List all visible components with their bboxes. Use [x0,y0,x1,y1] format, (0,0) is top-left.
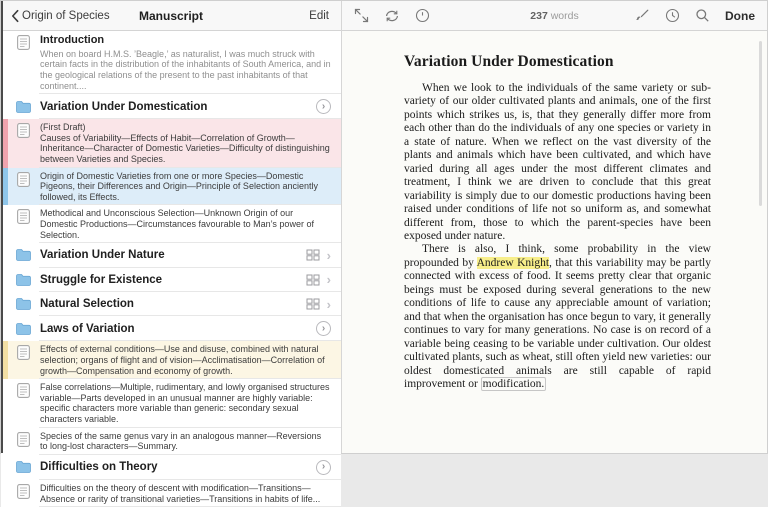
row-synopsis: Difficulties on the theory of descent with modification—Transitions—Absence or rarity of transitional varieties—Transitions in habits of life... [40,482,321,504]
row-title: Difficulties on Theory [40,461,158,474]
binder-row-methodical-selection[interactable] [1,205,341,243]
back-button-label: Origin of Species [22,9,110,22]
row-synopsis: False correlations—Multiple, rudimentary, and lowly organised structures variable—Parts developed in an unusual manner are highly variable: specific characters more variable than generic: secondary sexual characters variable. [40,382,330,425]
row-title: Variation Under Domestication [40,100,208,113]
folder-icon [15,298,31,310]
binder-row-introduction[interactable] [1,31,341,94]
binder-sidebar [1,1,342,504]
document-icon [15,483,31,504]
row-subtitle: (First Draft) [40,122,86,133]
document-paragraph-1: When we look to the individuals of the same variety or sub-variety of our older cultivated plants and animals, one of the first points which strikes us, is, that they generally differ more from each other than do the individuals of any one species or variety in a state of nature. When we reflect on the vast diversity of the plants and animals which have been cultivated, and which have varied during all ages under the most different climates and treatment, I think we are driven to conclude that this great variability is simply due to our domestic productions having been raised under conditions of life not so uniform as, and somewhat different from, those to which the parent-species have been exposed under nature. [404,82,711,242]
row-title: Laws of Variation [40,322,135,335]
row-title: Variation Under Nature [40,249,165,262]
chevron-right-icon[interactable]: › [326,247,331,263]
row-synopsis: Species of the same genus vary in an analogous manner—Reversions to long-lost characters—Summary. [40,430,322,452]
binder-row-variation-under-nature[interactable] [1,243,341,267]
document-title: Variation Under Domestication [404,53,614,70]
paragraph-2-text: , that this variability may be partly connected with excess of food. It seems pretty clear that organic beings must be exposed during several generations to the new conditions of life to cause any appreciable amount of variation; and that when the organisation has once begun to vary, it generally continues to vary for many generations. No case is on record of a variable being ceasing to be variable under cultivation. Our oldest cultivated plants, such as wheat, still often yield new varieties: our oldest domesticated animals are still capable of rapid improvement or [404,256,711,390]
binder-list [1,31,341,507]
row-synopsis: Methodical and Unconscious Selection—Unknown Origin of our Domestic Productions—Circumstances favourable to Man’s power of Selection. [40,208,314,240]
binder-row-false-correlations[interactable] [1,379,341,427]
document-icon [15,344,31,376]
binder-row-difficulties-descent[interactable] [1,480,341,507]
paragraph-2-text: There is also, I think, some probability in the view propounded by [404,243,711,269]
folder-icon [15,461,31,473]
editor-scrollbar[interactable] [759,41,762,206]
document-icon [15,208,31,240]
chevron-right-icon[interactable]: › [326,296,331,312]
document-icon [15,34,31,91]
chevron-circle-icon[interactable]: › [316,321,331,336]
document-paragraph-2 [404,243,711,391]
done-button[interactable]: Done [725,8,755,23]
row-title: Struggle for Existence [40,273,163,286]
binder-row-struggle-for-existence[interactable] [1,268,341,292]
word-count [462,10,647,22]
annotated-text: modification. [482,377,545,390]
binder-row-effects-external-conditions[interactable] [1,341,341,379]
edit-button[interactable]: Edit [309,9,329,22]
binder-row-natural-selection[interactable] [1,292,341,316]
row-synopsis: Origin of Domestic Varieties from one or more Species—Domestic Pigeons, their Differences and Origin—Principle of Selection anciently followed, its Effects. [40,170,318,202]
binder-row-first-draft[interactable] [1,119,341,167]
document-icon [15,431,31,452]
folder-icon [15,323,31,335]
row-title: Introduction [40,34,105,46]
row-title: Natural Selection [40,298,134,311]
document-icon [15,122,31,164]
folder-icon [15,101,31,113]
binder-header [1,1,341,31]
binder-row-variation-under-domestication[interactable] [1,94,341,119]
binder-row-difficulties-on-theory[interactable] [1,455,341,480]
sync-button[interactable] [384,9,400,23]
chevron-right-icon[interactable]: › [326,272,331,288]
chevron-left-icon [11,9,19,23]
binder-title: Manuscript [138,8,203,23]
word-count-value: 237 [530,9,548,22]
timer-icon [415,8,430,23]
search-icon [695,8,710,23]
folder-icon [15,274,31,286]
document-editor[interactable] [342,31,767,453]
document-icon [15,171,31,203]
highlighted-text: Andrew Knight [476,256,550,269]
history-button[interactable] [665,8,680,23]
chevron-circle-icon[interactable]: › [316,99,331,114]
row-synopsis: Causes of Variability—Effects of Habit—Correlation of Growth—Inheritance—Character of Domestic Varieties—Difficulty of distinguishing between Varieties and Species. [40,132,330,165]
clock-icon [665,8,680,23]
corkboard-grid-icon[interactable] [306,298,320,310]
binder-row-origin-domestic-varieties[interactable] [1,168,341,206]
folder-icon [15,249,31,261]
chevron-circle-icon[interactable]: › [316,460,331,475]
binder-row-species-same-genus[interactable] [1,428,341,455]
corkboard-grid-icon[interactable] [306,249,320,261]
row-preview: When on board H.M.S. ’Beagle,’ as naturalist, I was much struck with certain facts in the distribution of the inhabitants of South America, and in the geological relations of the present to the past inhabitants of that continent.... [40,48,331,91]
editor-pane [342,1,767,453]
document-icon [15,382,31,424]
timer-button[interactable] [415,8,430,23]
expand-arrows-icon [354,8,369,23]
corkboard-grid-icon[interactable] [306,274,320,286]
search-button[interactable] [695,8,710,23]
expand-fullscreen-button[interactable] [354,8,369,23]
row-synopsis: Effects of external conditions—Use and disuse, combined with natural selection; organs of flight and of vision—Acclimatisation—Correlation of growth—Compensation and economy of growth. [40,344,325,376]
sync-icon [384,9,400,23]
binder-row-laws-of-variation[interactable] [1,316,341,341]
word-count-label: words [550,9,579,22]
editor-toolbar [342,1,767,31]
